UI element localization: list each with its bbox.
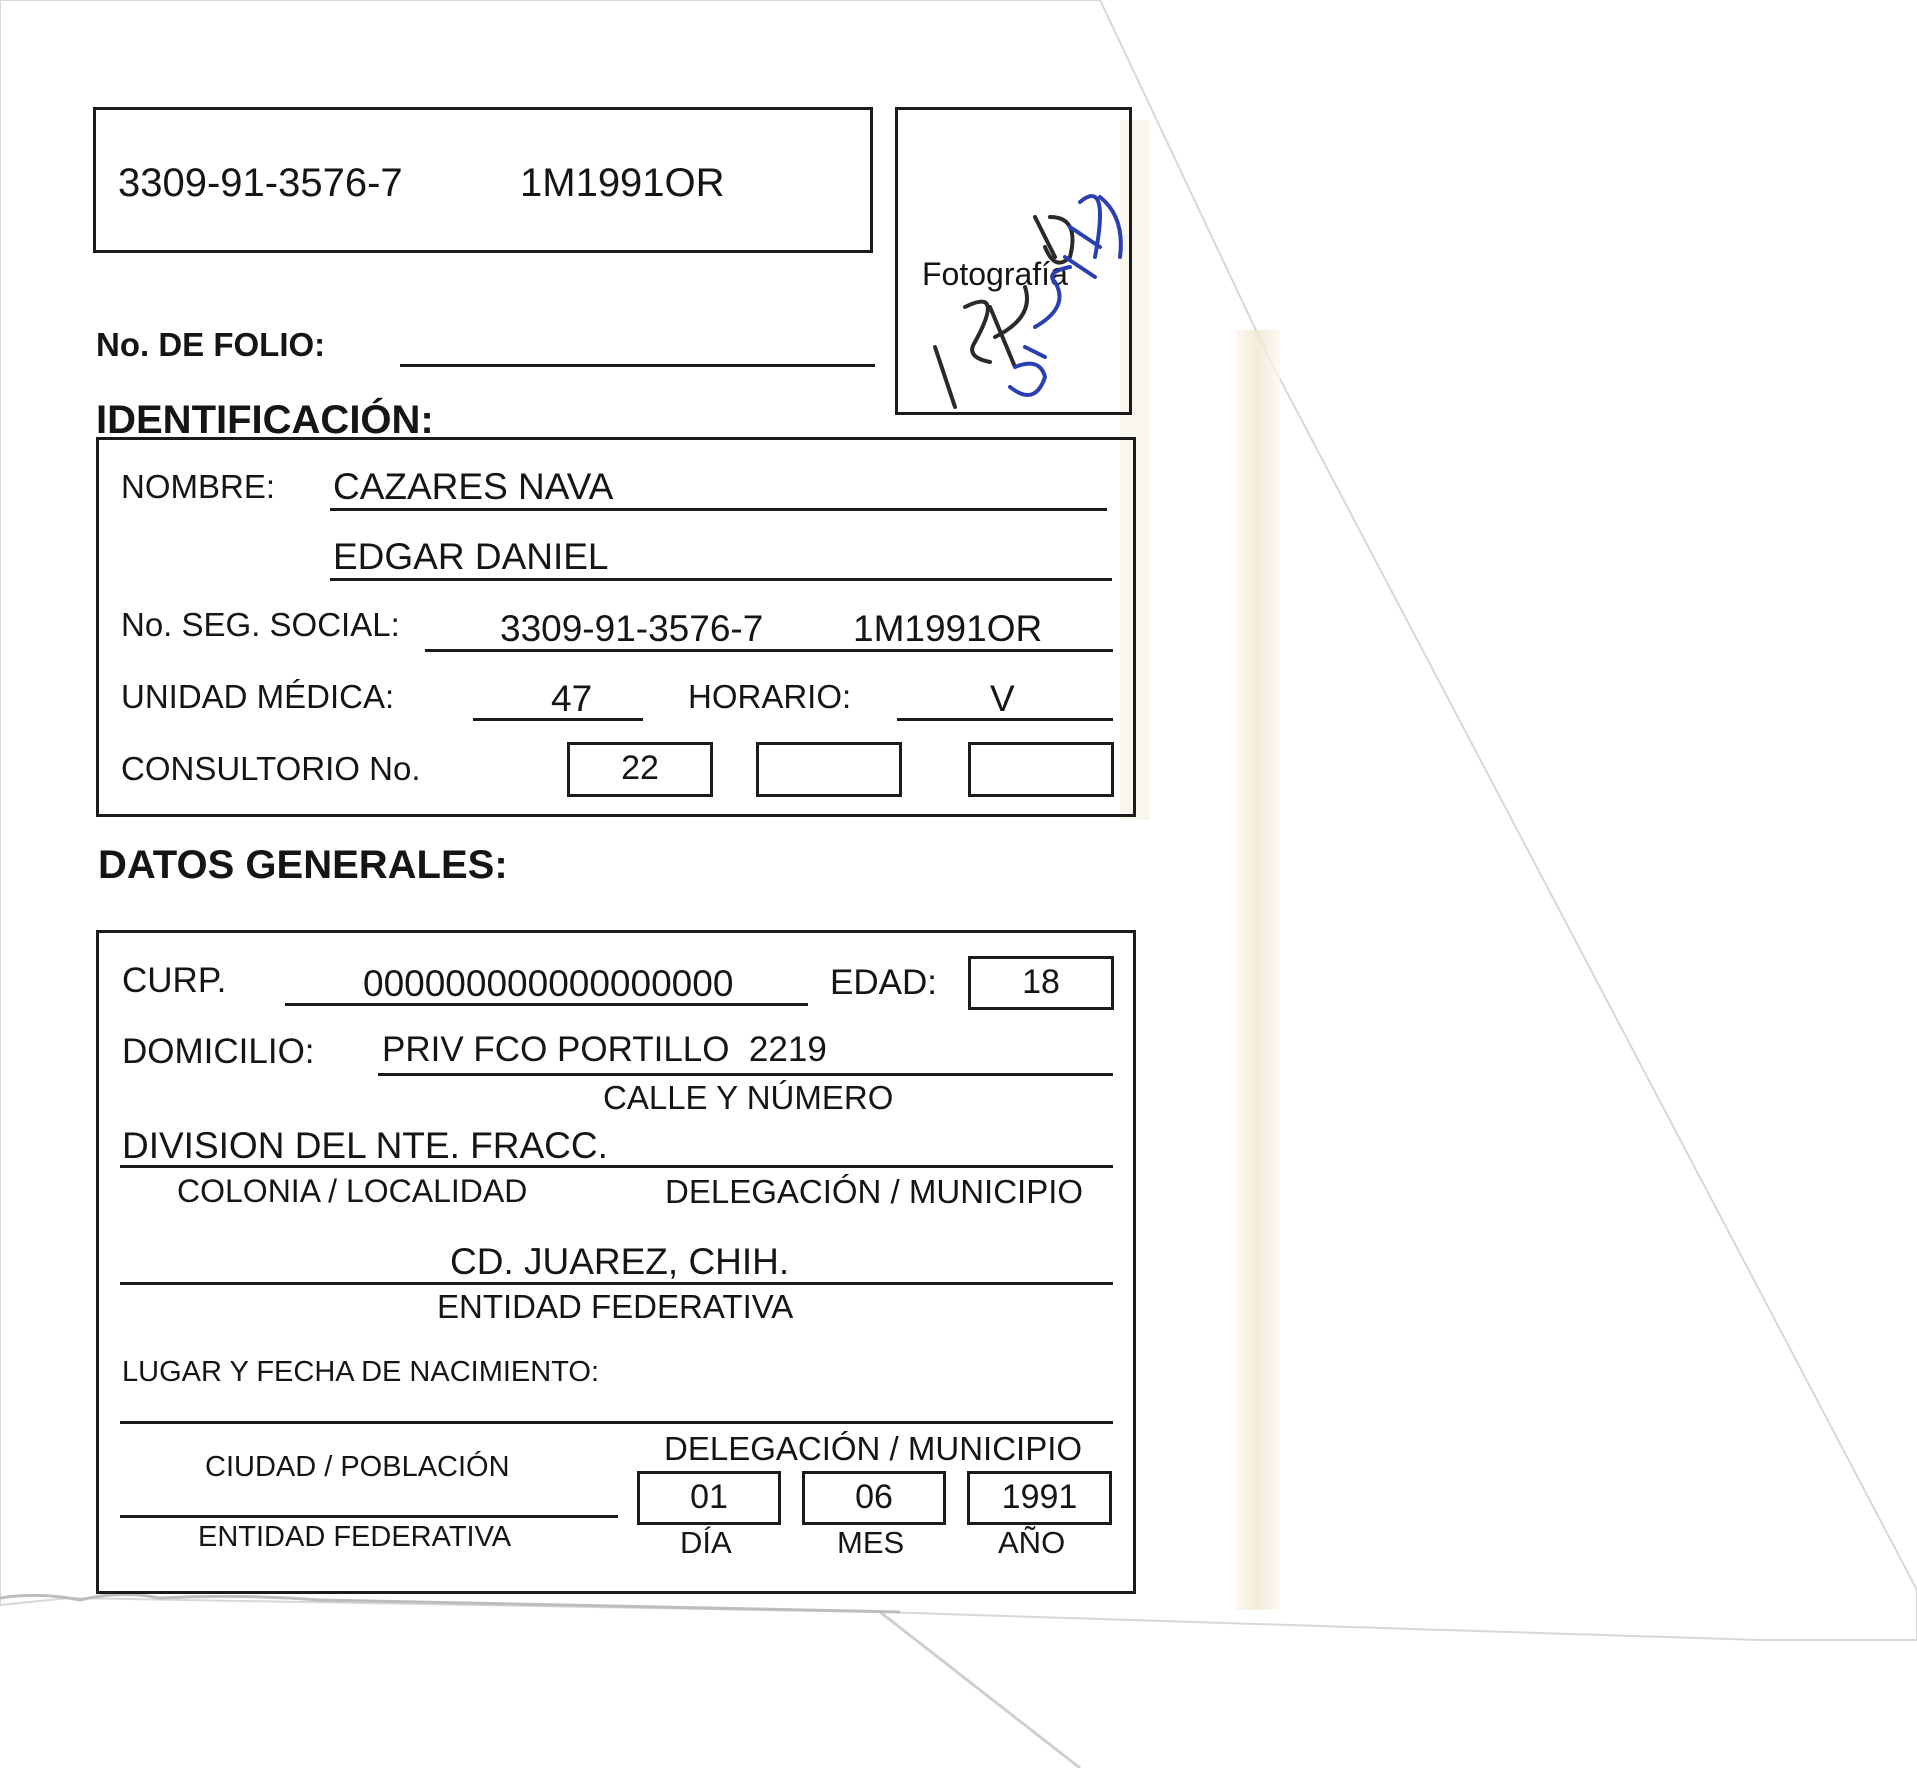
nss-label: No. SEG. SOCIAL: (121, 606, 400, 643)
consultorio-box-3 (968, 742, 1114, 797)
colonia-line (120, 1165, 1113, 1168)
delegacion-caption-2: DELEGACIÓN / MUNICIPIO (664, 1430, 1083, 1467)
nss-code-value: 1M1991OR (853, 608, 1043, 649)
unidad-label: UNIDAD MÉDICA: (121, 678, 395, 715)
colonia-value: DIVISION DEL NTE. FRACC. (122, 1125, 608, 1166)
datos-generales-heading: DATOS GENERALES: (98, 843, 508, 887)
delegacion-caption: DELEGACIÓN / MUNICIPIO (665, 1173, 1084, 1210)
edad-box: 18 (968, 956, 1114, 1010)
stain-strip (1235, 330, 1280, 1610)
anio-box: 1991 (967, 1471, 1112, 1525)
dia-label: DÍA (680, 1525, 732, 1560)
consultorio-label: CONSULTORIO No. (121, 750, 421, 787)
nombres-value: EDGAR DANIEL (333, 536, 609, 577)
photo-label: Fotografía (922, 256, 1068, 292)
calle-caption: CALLE Y NÚMERO (603, 1079, 894, 1116)
identificacion-heading: IDENTIFICACIÓN: (96, 398, 434, 442)
dia-box: 01 (637, 1471, 781, 1525)
anio-label: AÑO (998, 1525, 1066, 1560)
entidad-caption-2: ENTIDAD FEDERATIVA (198, 1521, 512, 1553)
curp-label: CURP. (122, 961, 227, 1000)
consultorio-box-2 (756, 742, 902, 797)
apellidos-line (330, 508, 1107, 511)
nombre-label: NOMBRE: (121, 468, 276, 505)
nss-line (425, 649, 1113, 652)
folio-line (400, 364, 875, 367)
domicilio-label: DOMICILIO: (122, 1032, 315, 1071)
mes-box: 06 (802, 1471, 946, 1525)
handwritten-dates-signature (895, 107, 1132, 415)
entidad-value: CD. JUAREZ, CHIH. (450, 1241, 790, 1282)
domicilio-line (378, 1073, 1113, 1076)
nombres-line (330, 578, 1112, 581)
colonia-caption: COLONIA / LOCALIDAD (177, 1173, 528, 1209)
edad-label: EDAD: (830, 963, 937, 1002)
nacimiento-label: LUGAR Y FECHA DE NACIMIENTO: (122, 1356, 599, 1388)
curp-line (285, 1003, 808, 1006)
fold-crease (880, 1612, 1080, 1768)
photo-handwriting-2 (0, 0, 4, 1)
ciudad-line (120, 1515, 618, 1518)
curp-value: 000000000000000000 (363, 963, 734, 1004)
apellidos-value: CAZARES NAVA (333, 466, 614, 507)
header-nss: 3309-91-3576-7 (118, 161, 403, 205)
ciudad-caption: CIUDAD / POBLACIÓN (205, 1451, 510, 1483)
nacimiento-line (120, 1421, 1113, 1424)
nss-value: 3309-91-3576-7 (500, 608, 764, 649)
unidad-line (473, 718, 643, 721)
folio-label: No. DE FOLIO: (96, 326, 326, 363)
horario-label: HORARIO: (688, 678, 852, 715)
header-code: 1M1991OR (520, 161, 725, 205)
horario-line (897, 718, 1113, 721)
entidad-line (120, 1282, 1113, 1285)
entidad-caption: ENTIDAD FEDERATIVA (437, 1288, 794, 1325)
domicilio-value: PRIV FCO PORTILLO 2219 (382, 1030, 827, 1069)
mes-label: MES (837, 1525, 905, 1560)
consultorio-box-1: 22 (567, 742, 713, 797)
horario-value: V (990, 678, 1015, 719)
unidad-value: 47 (551, 678, 593, 719)
